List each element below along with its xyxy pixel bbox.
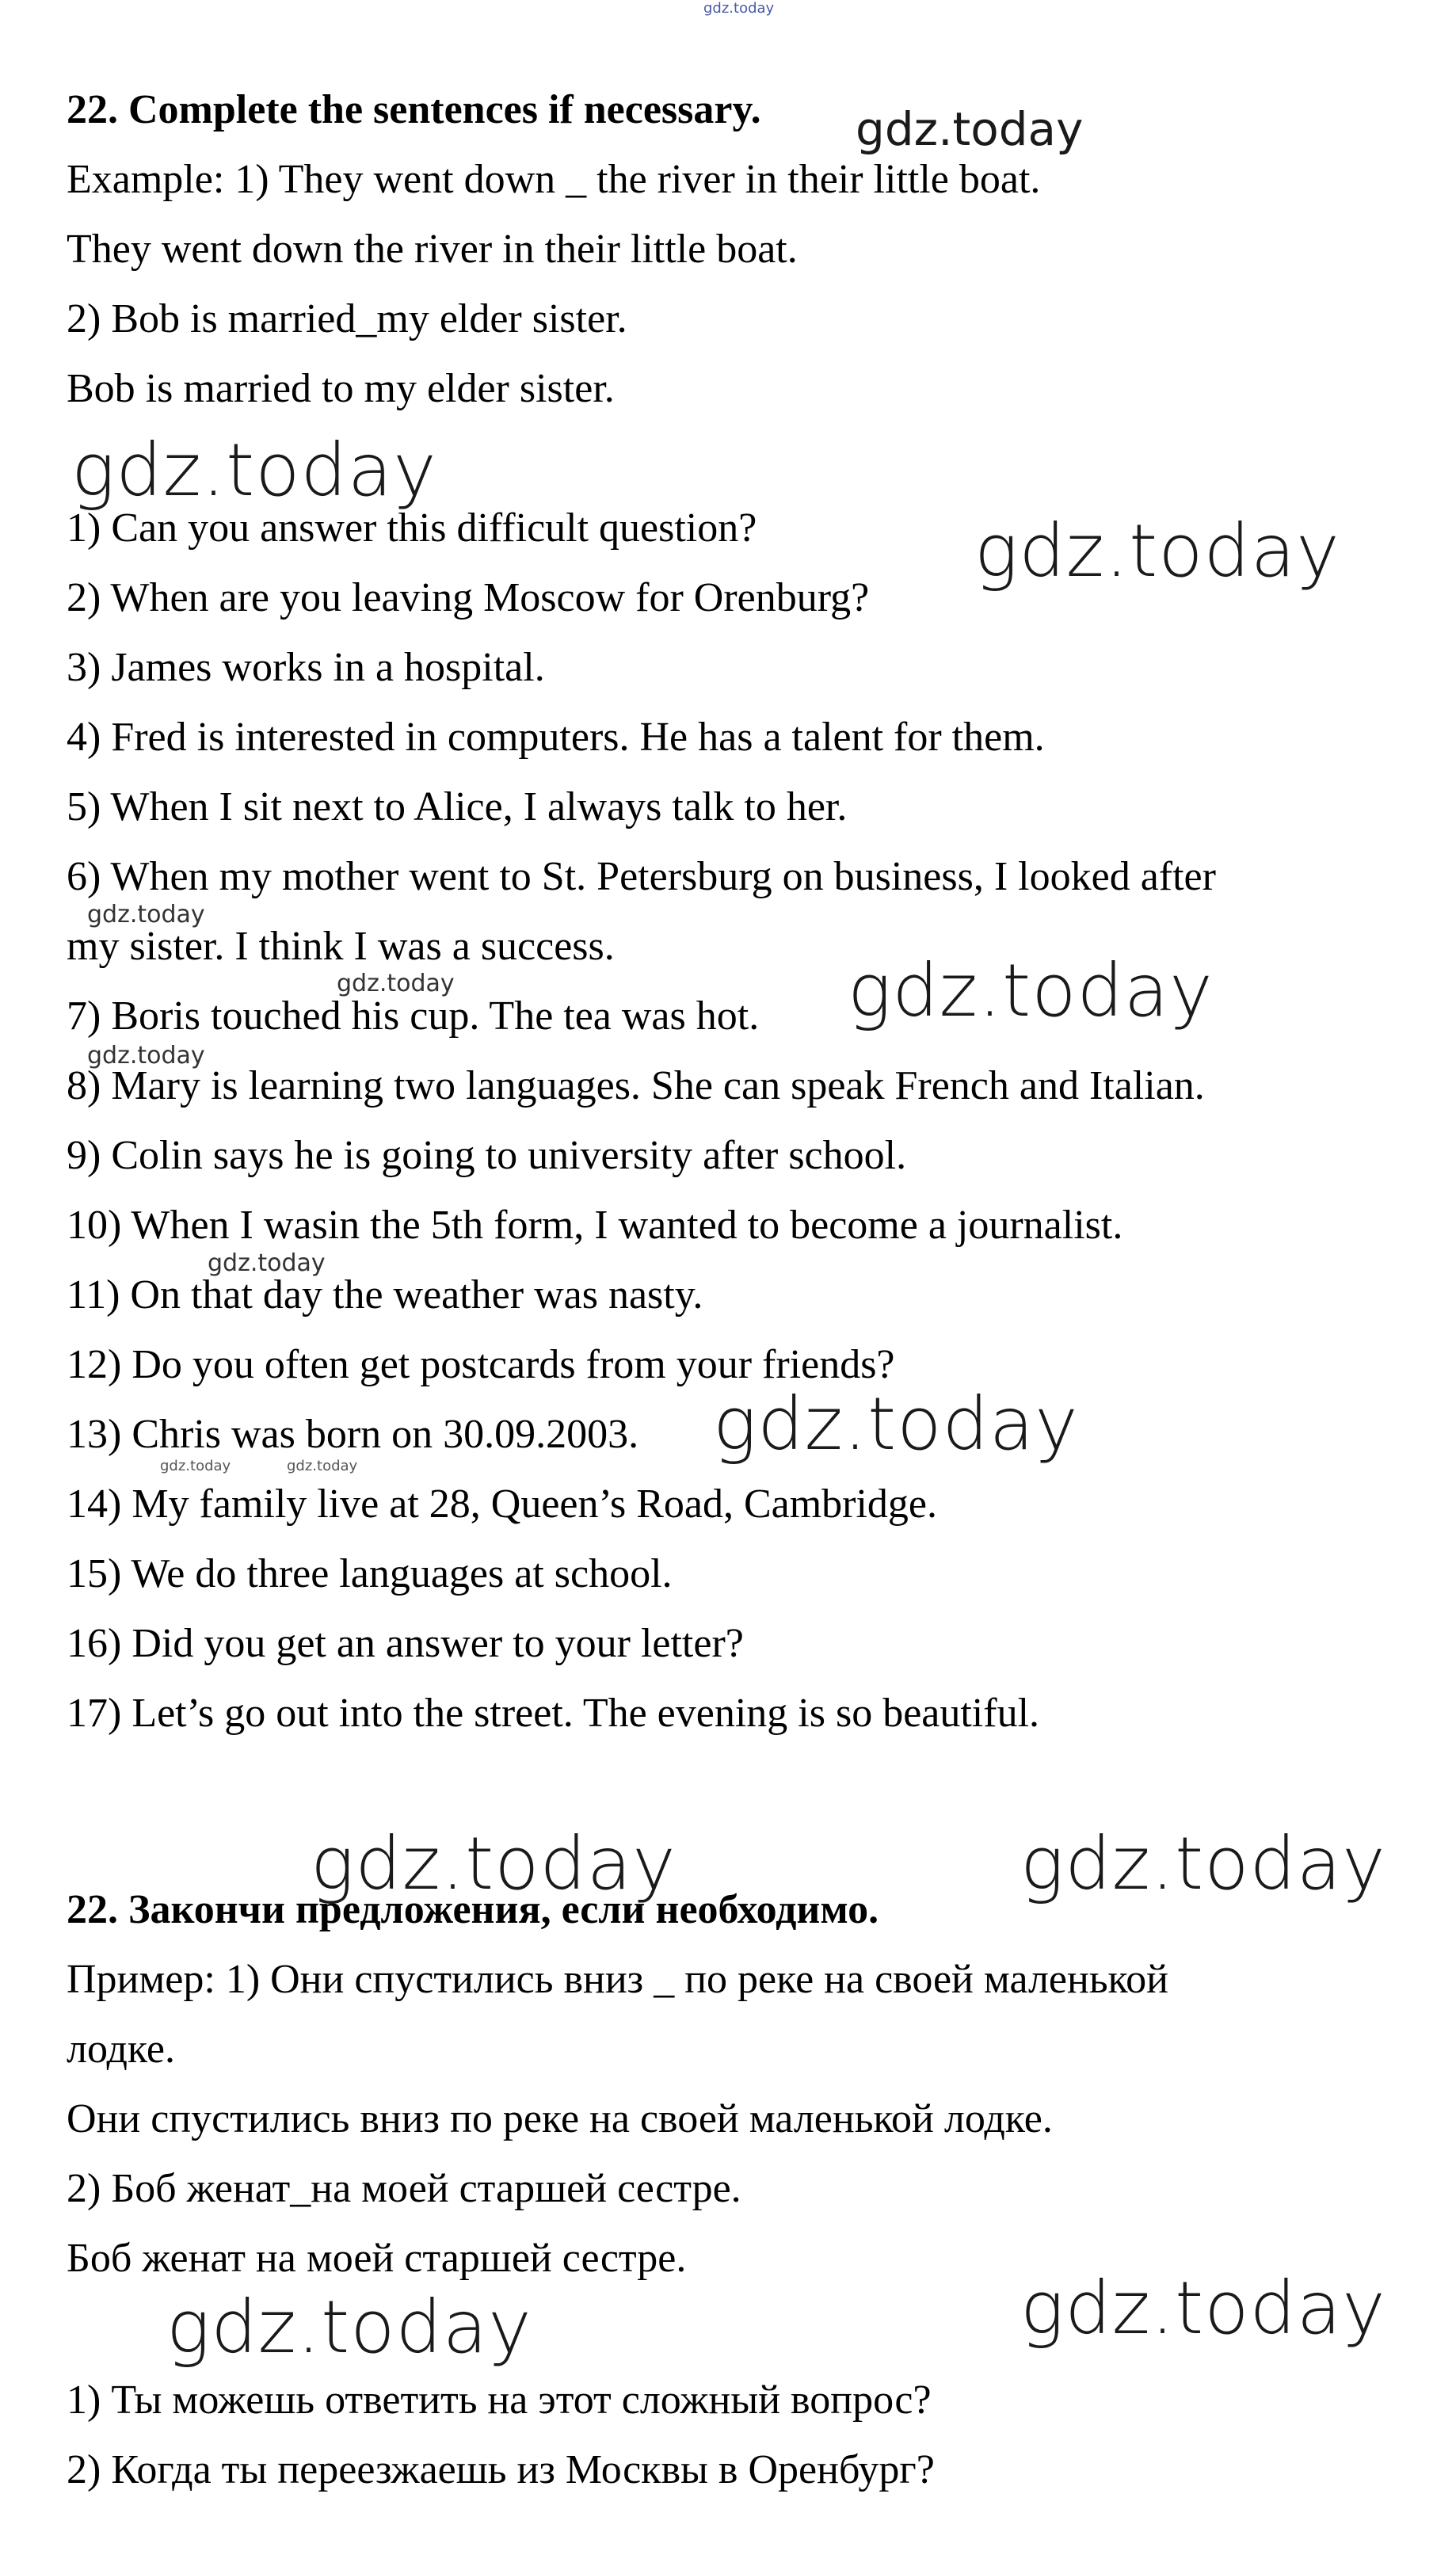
russian-example-intro-2: лодке. [67,2027,175,2072]
sentence-8: 8) Mary is learning two languages. She can speak French and Italian. [67,1063,1205,1108]
russian-sentence-1: 1) Ты можешь ответить на этот сложный вопрос? [67,2378,932,2423]
watermark: gdz.today [856,102,1084,156]
sentence-6-cont: my sister. I think I was a success. [67,924,615,969]
watermark: gdz.today [87,901,205,929]
russian-example2: 2) Боб женат_на моей старшей сестре. [67,2166,741,2211]
sentence-7: 7) Boris touched his cup. The tea was hot. [67,993,760,1039]
watermark: gdz.today [166,2285,532,2370]
watermark: gdz.today [160,1458,231,1474]
watermark: gdz.today [337,970,455,997]
watermark: gdz.today [287,1458,358,1474]
watermark: gdz.today [1020,1821,1386,1906]
sentence-9: 9) Colin says he is going to university after school. [67,1133,907,1178]
watermark: gdz.today [71,428,437,513]
sentence-10: 10) When I wasin the 5th form, I wanted to become a journalist. [67,1203,1123,1248]
sentence-13: 13) Chris was born on 30.09.2003. [67,1412,639,1457]
sentence-6: 6) When my mother went to St. Petersburg on business, I looked after [67,854,1216,899]
watermark: gdz.today [974,509,1340,593]
russian-example-answer: Они спустились вниз по реке на своей маленькой лодке. [67,2096,1053,2141]
sentence-12: 12) Do you often get postcards from your friends? [67,1342,895,1387]
sentence-5: 5) When I sit next to Alice, I always talk to her. [67,784,848,829]
sentence-4: 4) Fred is interested in computers. He has a talent for them. [67,715,1045,760]
russian-example-intro-1: Пример: 1) Они спустились вниз _ по реке на своей маленькой [67,1957,1168,2002]
watermark: gdz.today [208,1249,326,1277]
sentence-1: 1) Can you answer this difficult question? [67,505,757,551]
watermark: gdz.today [87,1042,205,1070]
watermark: gdz.today [1020,2266,1386,2351]
russian-sentence-2: 2) Когда ты переезжаешь из Москвы в Оренбург? [67,2447,935,2492]
watermark-top: gdz.today [703,0,775,17]
sentence-2: 2) When are you leaving Moscow for Orenburg? [67,575,870,620]
watermark: gdz.today [713,1382,1079,1466]
watermark: gdz.today [848,948,1214,1033]
watermark: gdz.today [311,1821,677,1906]
english-heading: 22. Complete the sentences if necessary. [67,87,761,132]
english-example2: 2) Bob is married_my elder sister. [67,296,627,341]
english-example-answer: They went down the river in their little boat. [67,227,798,272]
russian-example2-answer: Боб женат на моей старшей сестре. [67,2236,687,2281]
russian-heading: 22. Закончи предложения, если необходимо. [67,1887,879,1932]
sentence-16: 16) Did you get an answer to your letter? [67,1621,744,1666]
english-example2-answer: Bob is married to my elder sister. [67,366,615,411]
sentence-11: 11) On that day the weather was nasty. [67,1272,703,1317]
sentence-15: 15) We do three languages at school. [67,1551,673,1596]
sentence-3: 3) James works in a hospital. [67,645,545,690]
sentence-14: 14) My family live at 28, Queen’s Road, Cambridge. [67,1481,938,1527]
sentence-17: 17) Let’s go out into the street. The evening is so beautiful. [67,1691,1040,1736]
english-example-intro: Example: 1) They went down _ the river in their little boat. [67,157,1041,202]
